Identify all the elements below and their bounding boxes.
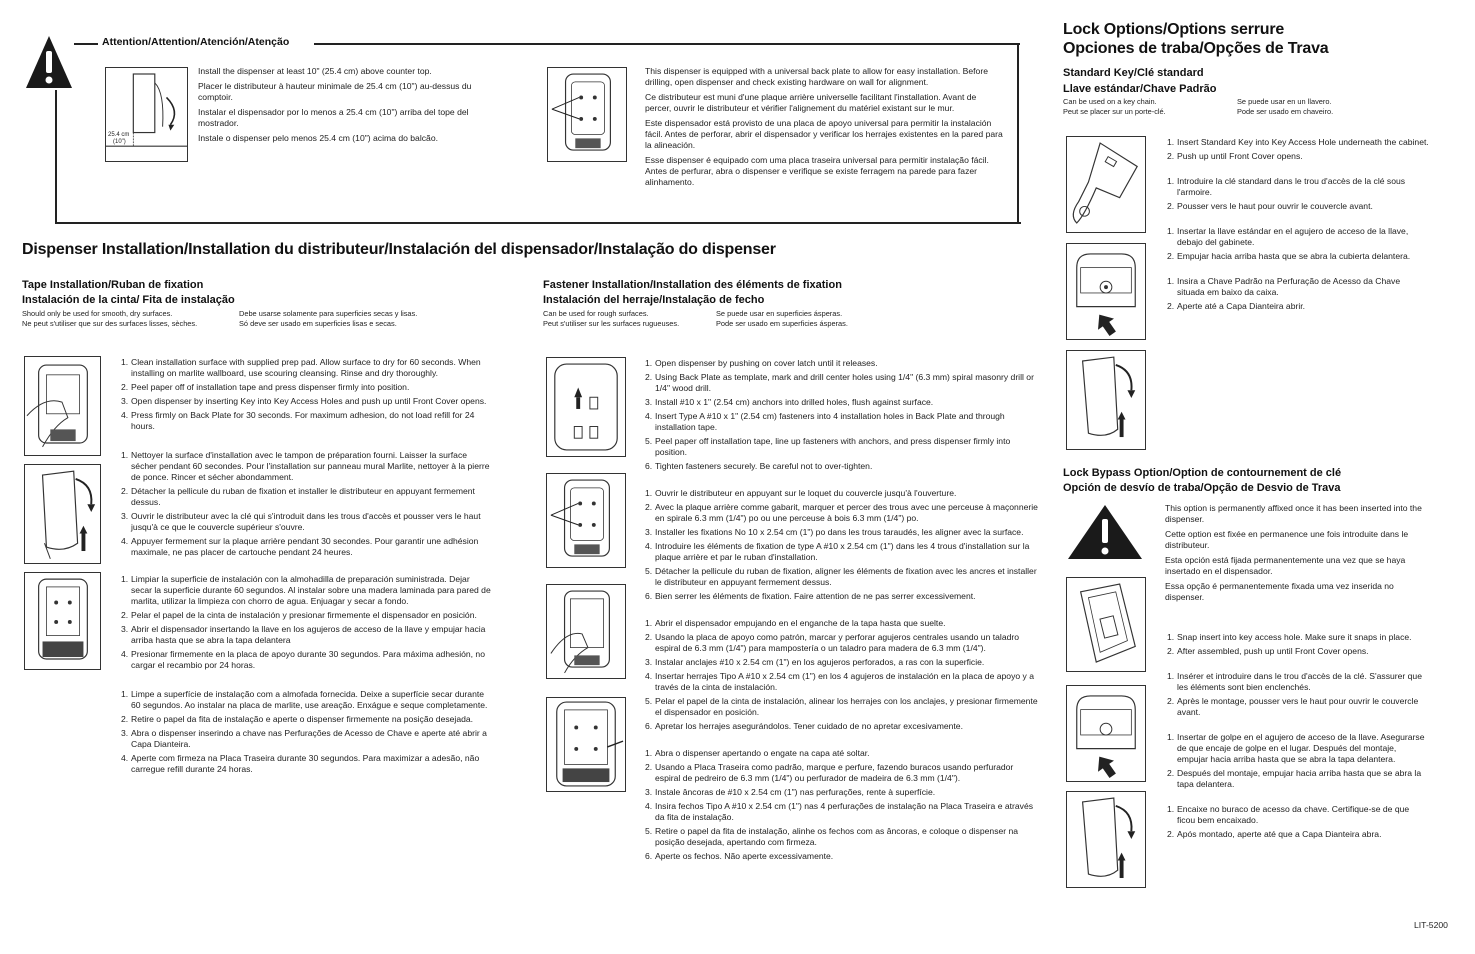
std-note-en: Can be used on a key chain. [1063,97,1157,107]
backplate-figure [547,67,627,162]
fastener-steps [645,358,1040,874]
list-item: 2. Após montado, aperte até que a Capa Dianteira abra. [1167,829,1382,839]
list-item: 2. Après le montage, pousser vers le haut pour ouvrir le couvercle avant. [1167,696,1419,717]
tape-steps-pt [121,689,493,775]
bypass-warn-fr: Cette option est fixée en permanence une fois introduite dans le distributeur. [1165,529,1409,550]
list-item: 3. Instale âncoras de #10 x 2.54 cm (1") nas perfurações, rente à superfície. [645,787,936,797]
list-item: 2. Usando a Placa Traseira como padrão, marque e perfure, fazendo buracos usando perfurador espiral de pedreiro de 6.3 mm (1/4") ou perfurador de madeira de 6.3 mm (1/4"). [645,762,1014,783]
list-item: 6. Bien serrer les éléments de fixation. Faire attention de ne pas serrer excessivement. [645,591,976,601]
list-item: 2. After assembled, push up until Front Cover opens. [1167,646,1369,656]
height-para-es: Instalar el dispensador por lo menos a 25.4 cm (10") arriba del tope del mostrador. [198,107,469,128]
fastener-note-en: Can be used for rough surfaces. [543,308,649,318]
fastener-notes [543,309,1023,329]
counter-height-figure [105,67,188,162]
list-item: 5. Retire o papel da fita de instalação, alinhe os fechos com as âncoras, e coloque o dispenser na posição desejada, apertando com firmeza. [645,826,1019,847]
list-item: 2. Pousser vers le haut pour ouvrir le couvercle avant. [1167,201,1373,211]
tape-figure-2 [24,464,101,564]
list-item: 4. Appuyer fermement sur la plaque arrière pendant 30 secondes. Pour garantir une adhésion maximale, ne pas placer de cartouche pendant 24 heures. [121,536,479,557]
bypass-access-figure [1066,685,1146,782]
list-item: 3. Abra o dispenser inserindo a chave nas Perfurações de Acesso de Chave e aperte até abrir a Capa Dianteira. [121,728,487,749]
list-item: 1. Encaixe no buraco de acesso da chave. Certifique-se de que ficou bem encaixado. [1167,804,1410,825]
tape-steps-fr [121,450,493,558]
bypass-steps-en [1167,632,1429,657]
fastener-header [543,278,1023,329]
key-figure [1066,136,1146,233]
tape-title-2: Instalación de la cinta/ Fita de instalação [22,294,235,307]
backplate-para-fr: Ce distributeur est muni d'une plaque arrière universelle facilitant l'installation. Avant de percer, ouvrir le distributeur et vérifier l'alignement du matériel existant sur le mur. [645,92,977,113]
list-item: 4. Press firmly on Back Plate for 30 seconds. For maximum adhesion, do not load refill for 24 hours. [121,410,475,431]
height-instructions [198,66,498,148]
bypass-warning-text [1165,503,1427,607]
fastener-steps-en [645,358,1040,472]
tape-title-1: Tape Installation/Ruban de fixation [22,279,204,291]
list-item: 1. Insertar la llave estándar en el agujero de acceso de la llave, debajo del gabinete. [1167,226,1409,247]
height-para-en: Install the dispenser at least 10" (25.4 cm) above counter top. [198,66,432,76]
bypass-steps-fr [1167,671,1429,718]
backplate-para-pt: Esse dispenser é equipado com uma placa traseira universal para permitir instalação fácil. Antes de perfurar, abra o dispenser e verifique se existe ferragem na parede para fazer alinhamento. [645,155,989,187]
list-item: 4. Insert Type A #10 x 1" (2.54 cm) fasteners into 4 installation holes in Back Plate and through installation tape. [645,411,1005,432]
std-note-fr: Peut se placer sur un porte-clé. [1063,107,1166,117]
tape-note-fr: Ne peut s'utiliser que sur des surfaces lisses, sèches. [22,318,198,328]
fastener-steps-pt [645,748,1040,862]
fastener-title-2: Instalación del herraje/Instalação de fecho [543,294,765,307]
std-note-pt: Pode ser usado em chaveiro. [1237,107,1334,117]
list-item: 1. Introduire la clé standard dans le trou d'accès de la clé sous l'armoire. [1167,176,1406,197]
fastener-figure-2 [546,473,626,568]
list-item: 2. Avec la plaque arrière comme gabarit, marquer et percer des trous avec une perceuse à maçonnerie en spirale 6.3 mm (1/4") po ou une perceuse à bois 6.3 mm (1/4") po. [645,502,1038,523]
list-item: 1. Insérer et introduire dans le trou d'accès de la clé. S'assurer que les éléments sont bien enclenchés. [1167,671,1422,692]
fastener-title-1: Fastener Installation/Installation des éléments de fixation [543,279,842,291]
backplate-instructions [645,66,1003,192]
list-item: 1. Nettoyer la surface d'installation avec le tampon de préparation fourni. Laisser la surface sécher pendant 60 secondes. Pour l'installation sur panneau mural Marlite, nettoyer à la pierre de ponce. Rincer et sécher abondamment. [121,450,490,482]
list-item: 2. Después del montaje, empujar hacia arriba hasta que se abra la tapa delantera. [1167,768,1422,789]
document-code: LIT-5200 [1414,920,1448,930]
tape-notes [22,309,502,329]
bypass-warn-es: Esta opción está fijada permanentemente una vez que se haya insertado en el dispensador. [1165,555,1406,576]
backplate-para-en: This dispenser is equipped with a universal back plate to allow for easy installation. Before drilling, open dispenser and check existing hardware on wall for alignment. [645,66,988,87]
bypass-steps-pt [1167,804,1429,840]
standard-key-notes [1063,97,1463,117]
bypass-title-2: Opción de desvío de traba/Opção de Desvio de Trava [1063,482,1341,495]
key-access-figure [1066,243,1146,340]
std-note-es: Se puede usar en un llavero. [1237,97,1332,107]
fastener-note-fr: Peut s'utiliser sur les surfaces rugueuses. [543,318,680,328]
open-cover-figure-2 [1066,791,1146,888]
list-item: 2. Aperte até a Capa Dianteira abrir. [1167,301,1306,311]
bypass-title-1: Lock Bypass Option/Option de contournement de clé [1063,467,1342,479]
list-item: 1. Open dispenser by pushing on cover latch until it releases. [645,358,878,368]
list-item: 2. Détacher la pellicule du ruban de fixation et installer le distributeur en appuyant fermement dessus. [121,486,475,507]
list-item: 1. Insira a Chave Padrão na Perfuração de Acesso da Chave situada em baixo da caixa. [1167,276,1401,297]
bypass-header [1063,466,1463,497]
attention-box-bottom [55,222,1021,224]
list-item: 1. Abrir el dispensador empujando en el enganche de la tapa hasta que suelte. [645,618,946,628]
fastener-note-es: Se puede usar en superficies ásperas. [716,308,843,318]
list-item: 1. Ouvrir le distributeur en appuyant sur le loquet du couvercle jusqu'à l'ouverture. [645,488,957,498]
list-item: 2. Using Back Plate as template, mark and drill center holes using 1/4" (6.3 mm) spiral masonry drill or 1/4" wood drill. [645,372,1034,393]
list-item: 1. Abra o dispenser apertando o engate na capa até soltar. [645,748,870,758]
list-item: 5. Peel paper off installation tape, line up fasteners with anchors, and press dispenser firmly into position. [645,436,1011,457]
list-item: 1. Snap insert into key access hole. Make sure it snaps in place. [1167,632,1412,642]
backplate-para-es: Este dispensador está provisto de una placa de apoyo universal para permitir la instalación fácil. Antes de perforar, abrir el dispensador y verificar los herrajes existentes en la pared para la alineación. [645,118,1003,150]
list-item: 4. Aperte com firmeza na Placa Traseira durante 30 segundos. Para maximizar a adesão, não carregue refill durante 24 horas. [121,753,480,774]
standard-key-title-1: Standard Key/Clé standard [1063,67,1204,80]
list-item: 1. Limpe a superfície de instalação com a almofada fornecida. Deixe a superfície secar durante 60 segundos. Ao instalar na placa de marlite, use areação. Enxágue e seque completamente. [121,689,488,710]
list-item: 1. Insert Standard Key into Key Access Hole underneath the cabinet. [1167,137,1429,147]
bypass-warn-pt: Essa opção é permanentemente fixada uma vez inserida no dispenser. [1165,581,1394,602]
height-label-in: (10") [113,139,126,145]
lock-title-2: Opciones de traba/Opções de Trava [1063,40,1329,58]
installation-title: Dispenser Installation/Installation du distributeur/Instalación del dispensador/Instalação do dispenser [22,241,776,258]
height-label-cm: 25.4 cm [108,132,130,138]
tape-note-pt: Só deve ser usado em superficies lisas e secas. [239,318,397,328]
list-item: 3. Instalar anclajes #10 x 2.54 cm (1") en los agujeros perforados, a ras con la superficie. [645,657,985,667]
attention-box-left-edge [55,90,57,224]
list-item: 2. Retire o papel da fita de instalação e aperte o dispenser firmemente na posição desejada. [121,714,474,724]
list-item: 2. Usando la placa de apoyo como patrón, marcar y perforar agujeros centrales usando un taladro espiral de 6.3 mm (1/4") para mampostería o un taladro para madera de 6.3 mm (1/4"). [645,632,1020,653]
bypass-insert-figure [1066,577,1146,672]
list-item: 3. Abrir el dispensador insertando la llave en los agujeros de acceso de la llave y empujar hacia arriba hasta que se abra la tapa delantera [121,624,486,645]
list-item: 2. Push up until Front Cover opens. [1167,151,1303,161]
list-item: 2. Empujar hacia arriba hasta que se abra la cubierta delantera. [1167,251,1411,261]
tape-note-en: Should only be used for smooth, dry surfaces. [22,308,173,318]
height-para-fr: Placer le distributeur à hauteur minimale de 25.4 cm (10") au-dessus du comptoir. [198,81,472,102]
list-item: 6. Apretar los herrajes asegurándolos. Tener cuidado de no apretar excesivamente. [645,721,963,731]
key-icon [1067,137,1145,232]
standard-key-steps [1167,137,1429,315]
attention-title: Attention/Attention/Atención/Atenção [102,36,290,48]
list-item: 1. Insertar de golpe en el agujero de acceso de la llave. Asegurarse de que encaje de golpe en el lugar. Después del montaje, empujar hacia arriba hasta que se abra la tapa delantera. [1167,732,1425,764]
list-item: 3. Ouvrir le distributeur avec la clé qui s'introduit dans les trous d'accès et pousser vers le haut jusqu'à ce que le couvercle supérieur s'ouvre. [121,511,481,532]
list-item: 3. Install #10 x 1" (2.54 cm) anchors into drilled holes, flush against surface. [645,397,934,407]
list-item: 2. Pelar el papel de la cinta de instalación y presionar firmemente el dispensador en posición. [121,610,477,620]
lock-title-1: Lock Options/Options serrure [1063,21,1285,38]
bypass-warn-en: This option is permanently affixed once it has been inserted into the dispenser. [1165,503,1422,524]
fastener-note-pt: Pode ser usado em superficies ásperas. [716,318,848,328]
tape-note-es: Debe usarse solamente para superficies secas y lisas. [239,308,418,318]
fastener-figure-4 [546,697,626,792]
tape-steps [121,357,493,787]
fastener-figure-3 [546,584,626,679]
list-item: 4. Insira fechos Tipo A #10 x 2.54 cm (1") nas 4 perfurações de instalação na Placa Traseira e através da fita de instalação. [645,801,1034,822]
list-item: 5. Pelar el papel de la cinta de instalación, alinear los herrajes con los anclajes, y presionar firmemente el dispensador en posición. [645,696,1038,717]
list-item: 3. Open dispenser by inserting Key into Key Access Holes and push up until Front Cover opens. [121,396,487,406]
bypass-warning-icon [1066,503,1144,561]
list-item: 6. Aperte os fechos. Não aperte excessivamente. [645,851,834,861]
fastener-figure-1 [546,357,626,457]
tape-steps-es [121,574,493,671]
list-item: 5. Détacher la pellicule du ruban de fixation, aligner les éléments de fixation avec les ancres et installer le distributeur en appuyant fermement dessus. [645,566,1037,587]
list-item: 4. Insertar herrajes Tipo A #10 x 2.54 cm (1") en los 4 agujeros de instalación en la placa de apoyo y a través de la cinta de instalación. [645,671,1035,692]
list-item: 2. Peel paper off of installation tape and press dispenser firmly into position. [121,382,410,392]
list-item: 4. Introduire les éléments de fixation de type A #10 x 2.54 cm (1") dans les 4 trous d'installation sur la plaque arrière et par le ruban d'installation. [645,541,1030,562]
std-steps-fr [1167,176,1429,212]
fastener-steps-es [645,618,1040,732]
list-item: 3. Installer les fixations No 10 x 2.54 cm (1") po dans les trous taraudés, les aligner avec la surface. [645,527,1024,537]
bypass-steps-es [1167,732,1429,790]
fastener-steps-fr [645,488,1040,602]
std-steps-pt [1167,276,1429,312]
tape-figure-3 [24,572,101,670]
tape-header [22,278,502,329]
std-steps-en [1167,137,1429,162]
tape-figure-1 [24,356,101,456]
lock-header [1063,20,1463,117]
open-cover-figure-1 [1066,350,1146,450]
list-item: 1. Clean installation surface with supplied prep pad. Allow surface to dry for 60 seconds. When installing on marlite wallboard, use scouring cleansing. Rinse and dry thoroughly. [121,357,481,378]
height-para-pt: Instale o dispenser pelo menos 25.4 cm (10") acima do balcão. [198,133,438,143]
std-steps-es [1167,226,1429,262]
list-item: 4. Presionar firmemente en la placa de apoyo durante 30 segundos. Para máxima adhesión, no cargar el recambio por 24 horas. [121,649,485,670]
bypass-steps [1167,632,1429,843]
list-item: 6. Tighten fasteners securely. Be careful not to over-tighten. [645,461,873,471]
list-item: 1. Limpiar la superficie de instalación con la almohadilla de preparación suministrada. Dejar secar la superficie durante 60 segundos. Al instalar sobre una madera laminada para pared de marlita, utilizar la limpieza con chorro de agua. Enjuagar y secar a fondo. [121,574,491,606]
standard-key-title-2: Llave estándar/Chave Padrão [1063,82,1217,95]
tape-steps-en [121,357,493,432]
